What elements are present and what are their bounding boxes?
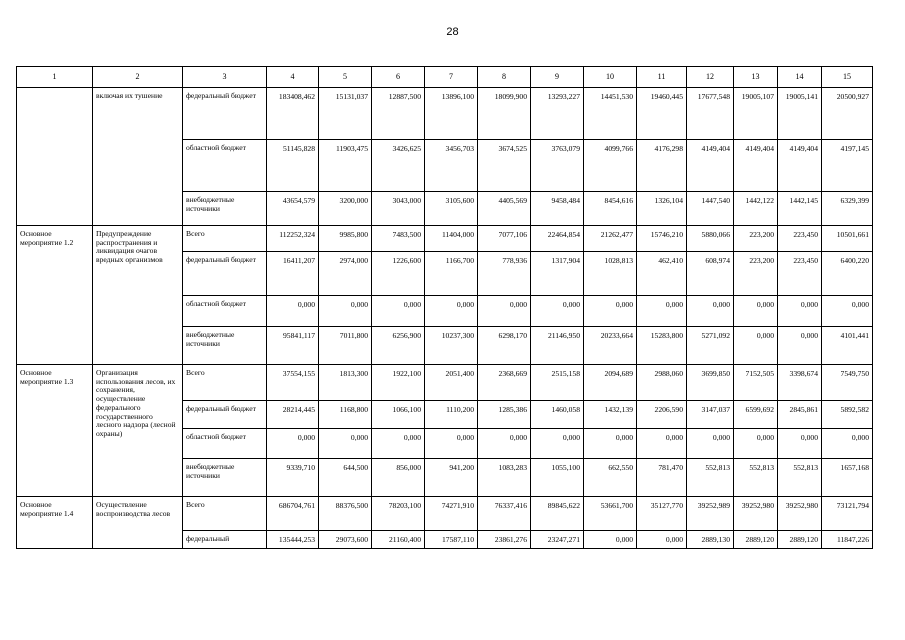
value-cell: 0,000 <box>478 429 531 459</box>
funding-source: внебюджетные источники <box>183 459 267 497</box>
activity-name: Организация использования лесов, их сохранения, осуществление федерального государственного лесного надзора (лесной охраны) <box>93 365 183 497</box>
page-number: 28 <box>446 26 459 38</box>
value-cell: 2889,120 <box>778 531 822 549</box>
table-body <box>17 67 873 549</box>
activity-name: включая их тушение <box>93 88 183 226</box>
value-cell: 21262,477 <box>584 226 637 252</box>
col-header: 11 <box>637 67 687 88</box>
funding-source: Всего <box>183 365 267 401</box>
value-cell: 20500,927 <box>822 88 873 140</box>
col-header: 6 <box>372 67 425 88</box>
value-cell: 20233,664 <box>584 327 637 365</box>
value-cell: 74271,910 <box>425 497 478 531</box>
value-cell: 608,974 <box>687 252 734 296</box>
funding-source: федеральный <box>183 531 267 549</box>
value-cell: 21160,400 <box>372 531 425 549</box>
value-cell: 4176,298 <box>637 140 687 192</box>
value-cell: 1442,145 <box>778 192 822 226</box>
col-header: 10 <box>584 67 637 88</box>
col-header: 5 <box>319 67 372 88</box>
value-cell: 15746,210 <box>637 226 687 252</box>
value-cell: 11404,000 <box>425 226 478 252</box>
activity-code: Основное мероприятие 1.3 <box>17 365 93 497</box>
value-cell: 9458,484 <box>531 192 584 226</box>
value-cell: 781,470 <box>637 459 687 497</box>
value-cell: 4405,569 <box>478 192 531 226</box>
value-cell: 3200,000 <box>319 192 372 226</box>
activity-name: Предупреждение распространения и ликвидация очагов вредных организмов <box>93 226 183 365</box>
value-cell: 2845,861 <box>778 401 822 429</box>
value-cell: 1055,100 <box>531 459 584 497</box>
value-cell: 1460,058 <box>531 401 584 429</box>
value-cell: 1432,139 <box>584 401 637 429</box>
value-cell: 14451,530 <box>584 88 637 140</box>
value-cell: 2889,130 <box>687 531 734 549</box>
col-header: 8 <box>478 67 531 88</box>
value-cell: 644,500 <box>319 459 372 497</box>
value-cell: 2206,590 <box>637 401 687 429</box>
col-header: 9 <box>531 67 584 88</box>
value-cell: 5880,066 <box>687 226 734 252</box>
value-cell: 2051,400 <box>425 365 478 401</box>
table-row <box>17 88 873 140</box>
value-cell: 7011,800 <box>319 327 372 365</box>
value-cell: 7152,505 <box>734 365 778 401</box>
value-cell: 0,000 <box>778 327 822 365</box>
col-header: 1 <box>17 67 93 88</box>
value-cell: 0,000 <box>637 429 687 459</box>
value-cell: 1166,700 <box>425 252 478 296</box>
value-cell: 0,000 <box>531 296 584 327</box>
table-row <box>17 497 873 531</box>
col-header: 15 <box>822 67 873 88</box>
value-cell: 3763,079 <box>531 140 584 192</box>
value-cell: 17587,110 <box>425 531 478 549</box>
value-cell: 17677,548 <box>687 88 734 140</box>
value-cell: 0,000 <box>584 531 637 549</box>
col-header: 4 <box>267 67 319 88</box>
funding-source: областной бюджет <box>183 429 267 459</box>
value-cell: 778,936 <box>478 252 531 296</box>
value-cell: 3147,037 <box>687 401 734 429</box>
value-cell: 0,000 <box>267 429 319 459</box>
value-cell: 0,000 <box>637 296 687 327</box>
value-cell: 11847,226 <box>822 531 873 549</box>
value-cell: 73121,794 <box>822 497 873 531</box>
col-header: 12 <box>687 67 734 88</box>
value-cell: 0,000 <box>319 429 372 459</box>
value-cell: 4149,404 <box>778 140 822 192</box>
value-cell: 15131,037 <box>319 88 372 140</box>
value-cell: 29073,600 <box>319 531 372 549</box>
value-cell: 0,000 <box>687 296 734 327</box>
value-cell: 0,000 <box>734 327 778 365</box>
funding-source: федеральный бюджет <box>183 401 267 429</box>
value-cell: 13293,227 <box>531 88 584 140</box>
value-cell: 89845,622 <box>531 497 584 531</box>
value-cell: 11903,475 <box>319 140 372 192</box>
value-cell: 95841,117 <box>267 327 319 365</box>
value-cell: 4197,145 <box>822 140 873 192</box>
value-cell: 856,000 <box>372 459 425 497</box>
value-cell: 0,000 <box>778 429 822 459</box>
value-cell: 223,200 <box>734 226 778 252</box>
value-cell: 10501,661 <box>822 226 873 252</box>
value-cell: 2094,689 <box>584 365 637 401</box>
column-numbers-row <box>17 67 873 88</box>
value-cell: 1028,813 <box>584 252 637 296</box>
value-cell: 0,000 <box>822 296 873 327</box>
value-cell: 223,200 <box>734 252 778 296</box>
value-cell: 7549,750 <box>822 365 873 401</box>
value-cell: 1813,300 <box>319 365 372 401</box>
value-cell: 23247,271 <box>531 531 584 549</box>
value-cell: 4101,441 <box>822 327 873 365</box>
value-cell: 4149,404 <box>734 140 778 192</box>
value-cell: 2368,669 <box>478 365 531 401</box>
value-cell: 39252,989 <box>687 497 734 531</box>
value-cell: 1083,283 <box>478 459 531 497</box>
value-cell: 16411,207 <box>267 252 319 296</box>
activity-code: Основное мероприятие 1.2 <box>17 226 93 365</box>
value-cell: 223,450 <box>778 252 822 296</box>
value-cell: 12887,500 <box>372 88 425 140</box>
value-cell: 78203,100 <box>372 497 425 531</box>
value-cell: 9985,800 <box>319 226 372 252</box>
value-cell: 662,550 <box>584 459 637 497</box>
value-cell: 462,410 <box>637 252 687 296</box>
value-cell: 2889,120 <box>734 531 778 549</box>
value-cell: 15283,800 <box>637 327 687 365</box>
value-cell: 3699,850 <box>687 365 734 401</box>
value-cell: 183408,462 <box>267 88 319 140</box>
value-cell: 552,813 <box>687 459 734 497</box>
funding-source: Всего <box>183 497 267 531</box>
value-cell: 1317,904 <box>531 252 584 296</box>
value-cell: 1110,200 <box>425 401 478 429</box>
value-cell: 3043,000 <box>372 192 425 226</box>
value-cell: 19460,445 <box>637 88 687 140</box>
value-cell: 35127,770 <box>637 497 687 531</box>
col-header: 7 <box>425 67 478 88</box>
value-cell: 6298,170 <box>478 327 531 365</box>
activity-code: Основное мероприятие 1.4 <box>17 497 93 549</box>
value-cell: 0,000 <box>531 429 584 459</box>
funding-source: федеральный бюджет <box>183 88 267 140</box>
value-cell: 1657,168 <box>822 459 873 497</box>
activity-name: Осуществление воспроизводства лесов <box>93 497 183 549</box>
value-cell: 0,000 <box>637 531 687 549</box>
funding-source: внебюджетные источники <box>183 192 267 226</box>
value-cell: 0,000 <box>584 296 637 327</box>
value-cell: 0,000 <box>734 429 778 459</box>
value-cell: 37554,155 <box>267 365 319 401</box>
value-cell: 5892,582 <box>822 401 873 429</box>
funding-source: федеральный бюджет <box>183 252 267 296</box>
value-cell: 1442,122 <box>734 192 778 226</box>
value-cell: 2974,000 <box>319 252 372 296</box>
value-cell: 19005,107 <box>734 88 778 140</box>
value-cell: 6329,399 <box>822 192 873 226</box>
value-cell: 7483,500 <box>372 226 425 252</box>
value-cell: 53661,700 <box>584 497 637 531</box>
value-cell: 23861,276 <box>478 531 531 549</box>
value-cell: 1168,800 <box>319 401 372 429</box>
value-cell: 4149,404 <box>687 140 734 192</box>
funding-source: областной бюджет <box>183 140 267 192</box>
value-cell: 135444,253 <box>267 531 319 549</box>
value-cell: 1922,100 <box>372 365 425 401</box>
value-cell: 0,000 <box>425 429 478 459</box>
value-cell: 6599,692 <box>734 401 778 429</box>
value-cell: 1285,386 <box>478 401 531 429</box>
value-cell: 686704,761 <box>267 497 319 531</box>
funding-source: областной бюджет <box>183 296 267 327</box>
value-cell: 552,813 <box>734 459 778 497</box>
value-cell: 10237,300 <box>425 327 478 365</box>
col-header: 3 <box>183 67 267 88</box>
value-cell: 22464,854 <box>531 226 584 252</box>
value-cell: 39252,980 <box>734 497 778 531</box>
value-cell: 2988,060 <box>637 365 687 401</box>
value-cell: 112252,324 <box>267 226 319 252</box>
value-cell: 552,813 <box>778 459 822 497</box>
value-cell: 0,000 <box>478 296 531 327</box>
value-cell: 0,000 <box>584 429 637 459</box>
value-cell: 7077,106 <box>478 226 531 252</box>
funding-source: Всего <box>183 226 267 252</box>
value-cell: 8454,616 <box>584 192 637 226</box>
value-cell: 0,000 <box>372 429 425 459</box>
value-cell: 76337,416 <box>478 497 531 531</box>
value-cell: 2515,158 <box>531 365 584 401</box>
value-cell: 3456,703 <box>425 140 478 192</box>
value-cell: 0,000 <box>778 296 822 327</box>
value-cell: 43654,579 <box>267 192 319 226</box>
value-cell: 0,000 <box>822 429 873 459</box>
value-cell: 88376,500 <box>319 497 372 531</box>
value-cell: 3105,600 <box>425 192 478 226</box>
value-cell: 28214,445 <box>267 401 319 429</box>
value-cell: 0,000 <box>267 296 319 327</box>
table-row <box>17 226 873 252</box>
value-cell: 0,000 <box>734 296 778 327</box>
value-cell: 21146,950 <box>531 327 584 365</box>
value-cell: 0,000 <box>687 429 734 459</box>
value-cell: 1226,600 <box>372 252 425 296</box>
value-cell: 0,000 <box>319 296 372 327</box>
value-cell: 0,000 <box>425 296 478 327</box>
col-header: 2 <box>93 67 183 88</box>
value-cell: 13896,100 <box>425 88 478 140</box>
value-cell: 3674,525 <box>478 140 531 192</box>
value-cell: 9339,710 <box>267 459 319 497</box>
value-cell: 39252,980 <box>778 497 822 531</box>
col-header: 14 <box>778 67 822 88</box>
activity-code <box>17 88 93 226</box>
value-cell: 1447,540 <box>687 192 734 226</box>
value-cell: 4099,766 <box>584 140 637 192</box>
budget-table <box>16 66 873 549</box>
value-cell: 6256,900 <box>372 327 425 365</box>
value-cell: 5271,092 <box>687 327 734 365</box>
value-cell: 1066,100 <box>372 401 425 429</box>
value-cell: 941,200 <box>425 459 478 497</box>
value-cell: 3426,625 <box>372 140 425 192</box>
col-header: 13 <box>734 67 778 88</box>
value-cell: 18099,900 <box>478 88 531 140</box>
value-cell: 1326,104 <box>637 192 687 226</box>
value-cell: 19005,141 <box>778 88 822 140</box>
funding-source: внебюджетные источники <box>183 327 267 365</box>
value-cell: 6400,220 <box>822 252 873 296</box>
value-cell: 223,450 <box>778 226 822 252</box>
table-row <box>17 365 873 401</box>
value-cell: 3398,674 <box>778 365 822 401</box>
value-cell: 0,000 <box>372 296 425 327</box>
value-cell: 51145,828 <box>267 140 319 192</box>
